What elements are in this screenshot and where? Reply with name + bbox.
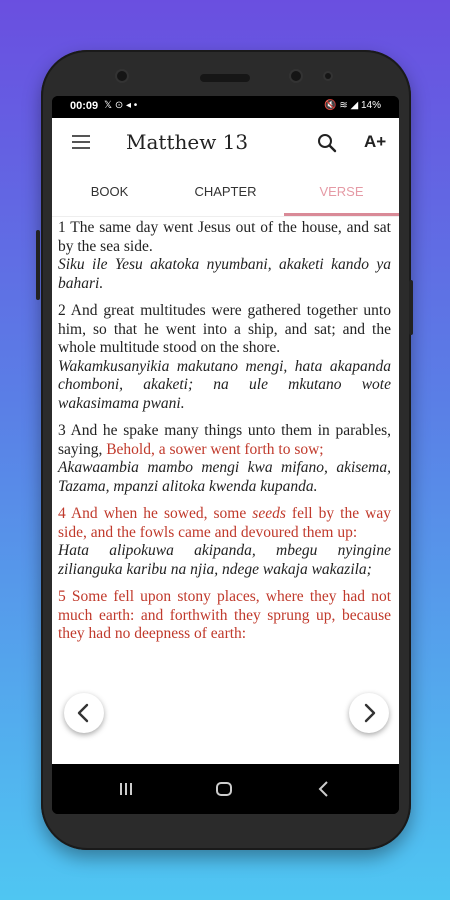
verse-swahili-text: Hata alipokuwa akipanda, mbegu nyingine zilianguka karibu na njia, ndege wakaja wakazila;	[58, 542, 391, 578]
verse-english-text	[58, 422, 391, 459]
verse-item[interactable]	[52, 505, 399, 579]
status-notification-icons: 𝕏 ⊙ ◂ •	[104, 100, 138, 111]
verse-english-text	[58, 302, 391, 358]
next-chapter-button[interactable]	[349, 693, 389, 733]
verse-text-segment: 2 And great multitudes were gathered together unto him, so that he went into a ship, and sat; and the whole multitude stood on the shore.	[58, 302, 391, 356]
back-button[interactable]	[314, 779, 334, 804]
status-system-icons: 🔇 ≋ ◢ 14%	[324, 100, 381, 111]
app-bar	[52, 118, 399, 168]
side-button-volume	[36, 230, 40, 300]
verse-swahili-text: Akawaambia mambo mengi kwa mifano, akisema, Tazama, mpanzi alitoka kwenda kupanda.	[58, 459, 391, 495]
verse-list[interactable]	[52, 217, 399, 764]
tab-indicator	[284, 213, 399, 216]
sensor	[291, 71, 301, 81]
verse-text-segment: 4 And when he sowed, some	[58, 505, 253, 522]
menu-icon[interactable]	[72, 135, 90, 149]
previous-chapter-button[interactable]	[64, 693, 104, 733]
tab-bar	[52, 168, 399, 217]
side-button	[409, 280, 413, 335]
verse-item[interactable]	[52, 219, 399, 293]
status-bar	[52, 96, 399, 118]
verse-text-segment: 1 The same day went Jesus out of the house, and sat by the sea side.	[58, 219, 391, 255]
sensor-2	[325, 73, 331, 79]
verse-item[interactable]	[52, 588, 399, 644]
verse-swahili-text: Wakamkusanyikia makutano mengi, hata akapanda chomboni, akaketi; na ule mkutano wote wakasimama pwani.	[58, 357, 391, 412]
screen	[52, 96, 399, 814]
home-button[interactable]	[214, 779, 234, 804]
verse-item[interactable]	[52, 422, 399, 496]
verse-english-text	[58, 219, 391, 256]
recents-button[interactable]	[116, 779, 136, 804]
verse-text-segment: 5 Some fell upon stony places, where they had not much earth: and forthwith they sprung up, because they had no deepness of earth:	[58, 588, 391, 642]
verse-text-segment: Behold, a sower went forth to sow;	[106, 440, 324, 458]
verse-item[interactable]	[52, 302, 399, 413]
chevron-right-icon	[349, 693, 389, 733]
verse-english-text	[58, 505, 391, 542]
tab-verse[interactable]: VERSE	[319, 184, 364, 199]
search-icon[interactable]	[316, 132, 338, 154]
page-title: Matthew 13	[126, 130, 249, 154]
chevron-left-icon	[64, 693, 104, 733]
earpiece-speaker	[200, 74, 250, 82]
system-nav-bar	[52, 764, 399, 814]
front-camera	[117, 71, 127, 81]
verse-text-segment: 3 And he spake many things unto them in parables, saying,	[58, 422, 391, 458]
tab-book[interactable]: BOOK	[90, 184, 129, 199]
verse-english-text	[58, 588, 391, 644]
verse-text-segment: fell by the way side, and the fowls came and devoured them up:	[58, 505, 391, 541]
tab-chapter[interactable]: CHAPTER	[194, 184, 257, 199]
status-time: 00:09	[70, 100, 99, 112]
verse-swahili-text: Siku ile Yesu akatoka nyumbani, akaketi kando ya bahari.	[58, 256, 391, 292]
font-size-button[interactable]: A+	[364, 132, 387, 151]
verse-text-segment: seeds	[252, 505, 286, 522]
